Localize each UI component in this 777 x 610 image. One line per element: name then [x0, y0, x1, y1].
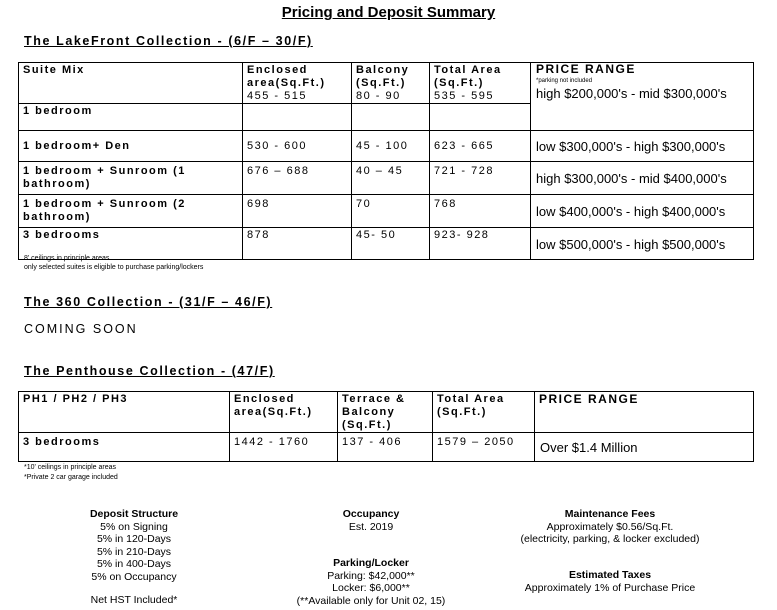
- maintenance-block: [500, 508, 720, 546]
- penthouse-heading: The Penthouse Collection - (47/F): [24, 364, 275, 378]
- occupancy-value: Est. 2019: [348, 520, 394, 533]
- lakefront-balcony-r0: 80 - 90: [356, 90, 401, 102]
- header-suite-mix: Suite Mix: [19, 63, 243, 104]
- lakefront-mix-r2: 1 bedroom + Sunroom (1 bathroom): [19, 162, 243, 195]
- deposit-line: 5% on Occupancy: [91, 570, 177, 583]
- lakefront-note-ceilings: 8' ceilings in principle areas: [24, 255, 110, 262]
- ph-total: 1579 – 2050: [433, 433, 535, 462]
- ph-header-total: Total Area (Sq.Ft.): [433, 392, 535, 433]
- ph-price: Over $1.4 Million: [535, 433, 754, 462]
- maintenance-line: Approximately $0.56/Sq.Ft.: [546, 520, 674, 533]
- coming-soon-text: COMING SOON: [24, 322, 138, 336]
- parking-line: Parking: $42,000**: [327, 569, 415, 582]
- deposit-heading: Deposit Structure: [89, 508, 179, 520]
- lakefront-balcony-r4: 45- 50: [352, 228, 430, 260]
- parking-not-included-note: *parking not included: [536, 78, 593, 84]
- lakefront-total-r3: 768: [430, 195, 531, 228]
- maintenance-heading: Maintenance Fees: [564, 508, 656, 520]
- penthouse-header-row: [19, 392, 754, 433]
- page-title: Pricing and Deposit Summary: [281, 4, 496, 21]
- lakefront-enclosed-r2: 676 – 688: [243, 162, 352, 195]
- deposit-line: 5% on Signing: [100, 520, 168, 533]
- lakefront-price-r3: low $400,000's - high $400,000's: [531, 195, 754, 228]
- lakefront-price-r0: high $200,000's - mid $300,000's: [536, 86, 727, 101]
- ph-terrace: 137 - 406: [338, 433, 433, 462]
- header-total-area: Total Area (Sq.Ft.) 535 - 595: [430, 63, 531, 104]
- hst-note: Net HST Included*: [90, 594, 178, 606]
- lakefront-balcony-r1: 45 - 100: [352, 131, 430, 162]
- ph-mix: 3 bedrooms: [19, 433, 230, 462]
- lakefront-header-row: [19, 63, 754, 104]
- taxes-block: [500, 569, 720, 594]
- table-row: [19, 162, 754, 195]
- deposit-line: 5% in 210-Days: [96, 545, 172, 558]
- occupancy-block: [296, 508, 446, 533]
- header-enclosed: Enclosed area(Sq.Ft.) 455 - 515: [243, 63, 352, 104]
- lakefront-mix-r3: 1 bedroom + Sunroom (2 bathroom): [19, 195, 243, 228]
- penthouse-table: [18, 391, 754, 462]
- parking-heading: Parking/Locker: [333, 557, 409, 569]
- occupancy-heading: Occupancy: [342, 508, 400, 520]
- lakefront-enclosed-r0: 455 - 515: [247, 90, 307, 102]
- lakefront-mix-r0: 1 bedroom: [19, 104, 243, 131]
- c360-heading: The 360 Collection - (31/F – 46/F): [24, 295, 273, 309]
- ph-header-mix: PH1 / PH2 / PH3: [19, 392, 230, 433]
- ph-enclosed: 1442 - 1760: [230, 433, 338, 462]
- deposit-structure: [64, 508, 204, 583]
- table-row: [19, 433, 754, 462]
- lakefront-enclosed-r1: 530 - 600: [243, 131, 352, 162]
- lakefront-total-r4: 923- 928: [430, 228, 531, 260]
- lakefront-enclosed-r3: 698: [243, 195, 352, 228]
- ph-header-terrace: Terrace & Balcony (Sq.Ft.): [338, 392, 433, 433]
- lakefront-mix-r4: 3 bedrooms: [19, 228, 243, 260]
- ph-header-enclosed: Enclosed area(Sq.Ft.): [230, 392, 338, 433]
- table-row: [19, 195, 754, 228]
- lakefront-price-r4: low $500,000's - high $500,000's: [531, 228, 754, 260]
- table-row: [19, 131, 754, 162]
- ph-header-price: PRICE RANGE: [535, 392, 754, 433]
- header-price-range: PRICE RANGE *parking not included high $200,000's - mid $300,000's: [531, 63, 754, 131]
- table-row: [19, 228, 754, 260]
- lakefront-balcony-r2: 40 – 45: [352, 162, 430, 195]
- penthouse-note-garage: *Private 2 car garage included: [24, 474, 118, 481]
- lakefront-enclosed-r4: 878: [243, 228, 352, 260]
- lakefront-balcony-r3: 70: [352, 195, 430, 228]
- lakefront-price-r1: low $300,000's - high $300,000's: [531, 131, 754, 162]
- parking-line: (**Available only for Unit 02, 15): [296, 594, 446, 607]
- deposit-line: 5% in 120-Days: [96, 533, 172, 545]
- lakefront-total-r2: 721 - 728: [430, 162, 531, 195]
- lakefront-note-parking: only selected suites is eligible to purchase parking/lockers: [24, 264, 204, 271]
- lakefront-total-r0: 535 - 595: [434, 90, 494, 102]
- parking-block: [286, 557, 456, 607]
- header-balcony: Balcony (Sq.Ft.) 80 - 90: [352, 63, 430, 104]
- maintenance-line: (electricity, parking, & locker excluded): [520, 533, 700, 545]
- lakefront-table: [18, 62, 754, 260]
- parking-line: Locker: $6,000**: [332, 582, 410, 594]
- penthouse-note-ceilings: *10' ceilings in principle areas: [24, 464, 116, 471]
- lakefront-mix-r1: 1 bedroom+ Den: [19, 131, 243, 162]
- deposit-line: 5% in 400-Days: [96, 558, 172, 570]
- lakefront-total-r1: 623 - 665: [430, 131, 531, 162]
- taxes-value: Approximately 1% of Purchase Price: [524, 581, 696, 594]
- lakefront-price-r2: high $300,000's - mid $400,000's: [531, 162, 754, 195]
- lakefront-heading: The LakeFront Collection - (6/F – 30/F): [24, 34, 313, 48]
- taxes-heading: Estimated Taxes: [568, 569, 652, 581]
